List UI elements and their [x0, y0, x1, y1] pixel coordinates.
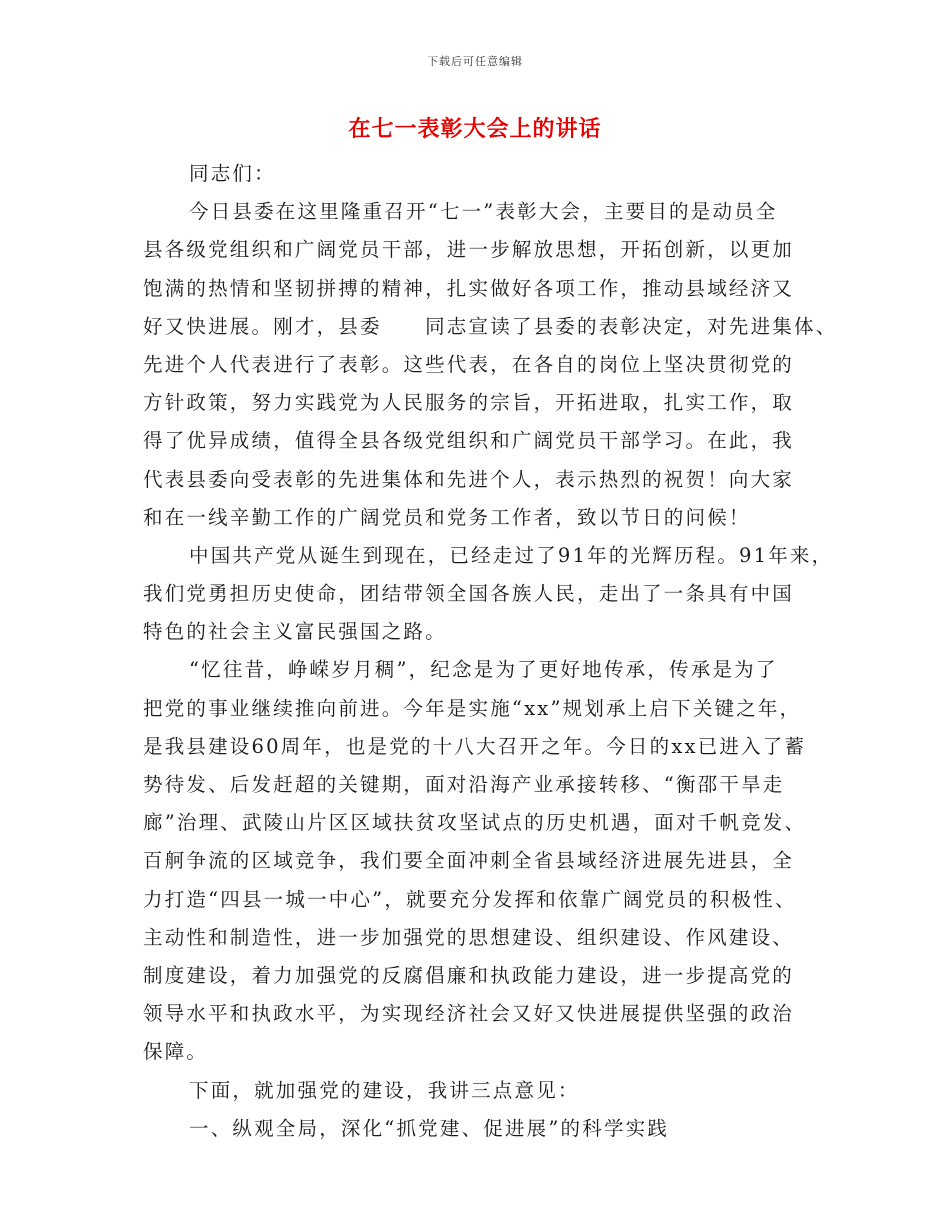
text-line: 领导水平和执政水平，为实现经济社会又好又快进展提供坚强的政治 [143, 1002, 795, 1026]
document-body [143, 155, 843, 1148]
text-line: 先进个人代表进行了表彰。这些代表，在各自的岗位上坚决贯彻党的 [143, 352, 795, 376]
text-line: “忆往昔，峥嵘岁月稠”，纪念是为了更好地传承，传承是为了 [189, 658, 778, 682]
text-line: 同志们： [189, 162, 276, 185]
text-line: 是我县建设60周年，也是党的十八大召开之年。今日的xx已进入了蓄 [143, 734, 807, 758]
text-line: 把党的事业继续推向前进。今年是实施“xx”规划承上启下关键之年， [143, 696, 802, 720]
text-line: 下面，就加强党的建设，我讲三点意见： [189, 1078, 580, 1102]
text-line: 今日县委在这里隆重召开“七一”表彰大会，主要目的是动员全 [189, 200, 778, 224]
text-line: 饱满的热情和坚韧拼搏的精神，扎实做好各项工作，推动县域经济又 [143, 276, 795, 300]
text-line: 廊”治理、武陵山片区区域扶贫攻坚试点的历史机遇，面对千帆竞发、 [143, 811, 807, 835]
text-line: 中国共产党从诞生到现在，已经走过了91年的光辉历程。91年来， [189, 543, 834, 567]
text-line: 得了优异成绩，值得全县各级党组织和广阔党员干部学习。在此，我 [143, 429, 795, 453]
page-header-note: 下载后可任意编辑 [427, 55, 523, 68]
document-title: 在七一表彰大会上的讲话 [348, 116, 602, 142]
text-line: 特色的社会主义富民强国之路。 [143, 620, 447, 644]
text-line: 县各级党组织和广阔党员干部，进一步解放思想，开拓创新，以更加 [143, 238, 795, 262]
text-line: 一、纵观全局，深化“抓党建、促进展”的科学实践 [189, 1116, 670, 1140]
text-line: 力打造“四县一城一中心”，就要充分发挥和依靠广阔党员的积极性、 [143, 887, 797, 911]
text-line: 代表县委向受表彰的先进集体和先进个人，表示热烈的祝贺！向大家 [143, 467, 795, 491]
text-line: 保障。 [143, 1040, 209, 1064]
text-line: 势待发、后发赶超的关键期，面对沿海产业承接转移、“衡邵干旱走 [143, 773, 785, 796]
text-line: 百舸争流的区域竞争，我们要全面冲刺全省县域经济进展先进县，全 [143, 849, 795, 873]
text-line: 制度建设，着力加强党的反腐倡廉和执政能力建设，进一步提高党的 [143, 963, 795, 987]
text-line: 方针政策，努力实践党为人民服务的宗旨，开拓进取，扎实工作，取 [143, 391, 795, 415]
text-line: 和在一线辛勤工作的广阔党员和党务工作者，致以节日的问候！ [143, 505, 751, 529]
text-line: 主动性和制造性，进一步加强党的思想建设、组织建设、作风建设、 [143, 925, 795, 949]
text-line: 好又快进展。刚才，县委 同志宣读了县委的表彰决定，对先进集体、 [143, 314, 838, 338]
text-line: 我们党勇担历史使命，团结带领全国各族人民，走出了一条具有中国 [143, 582, 795, 606]
